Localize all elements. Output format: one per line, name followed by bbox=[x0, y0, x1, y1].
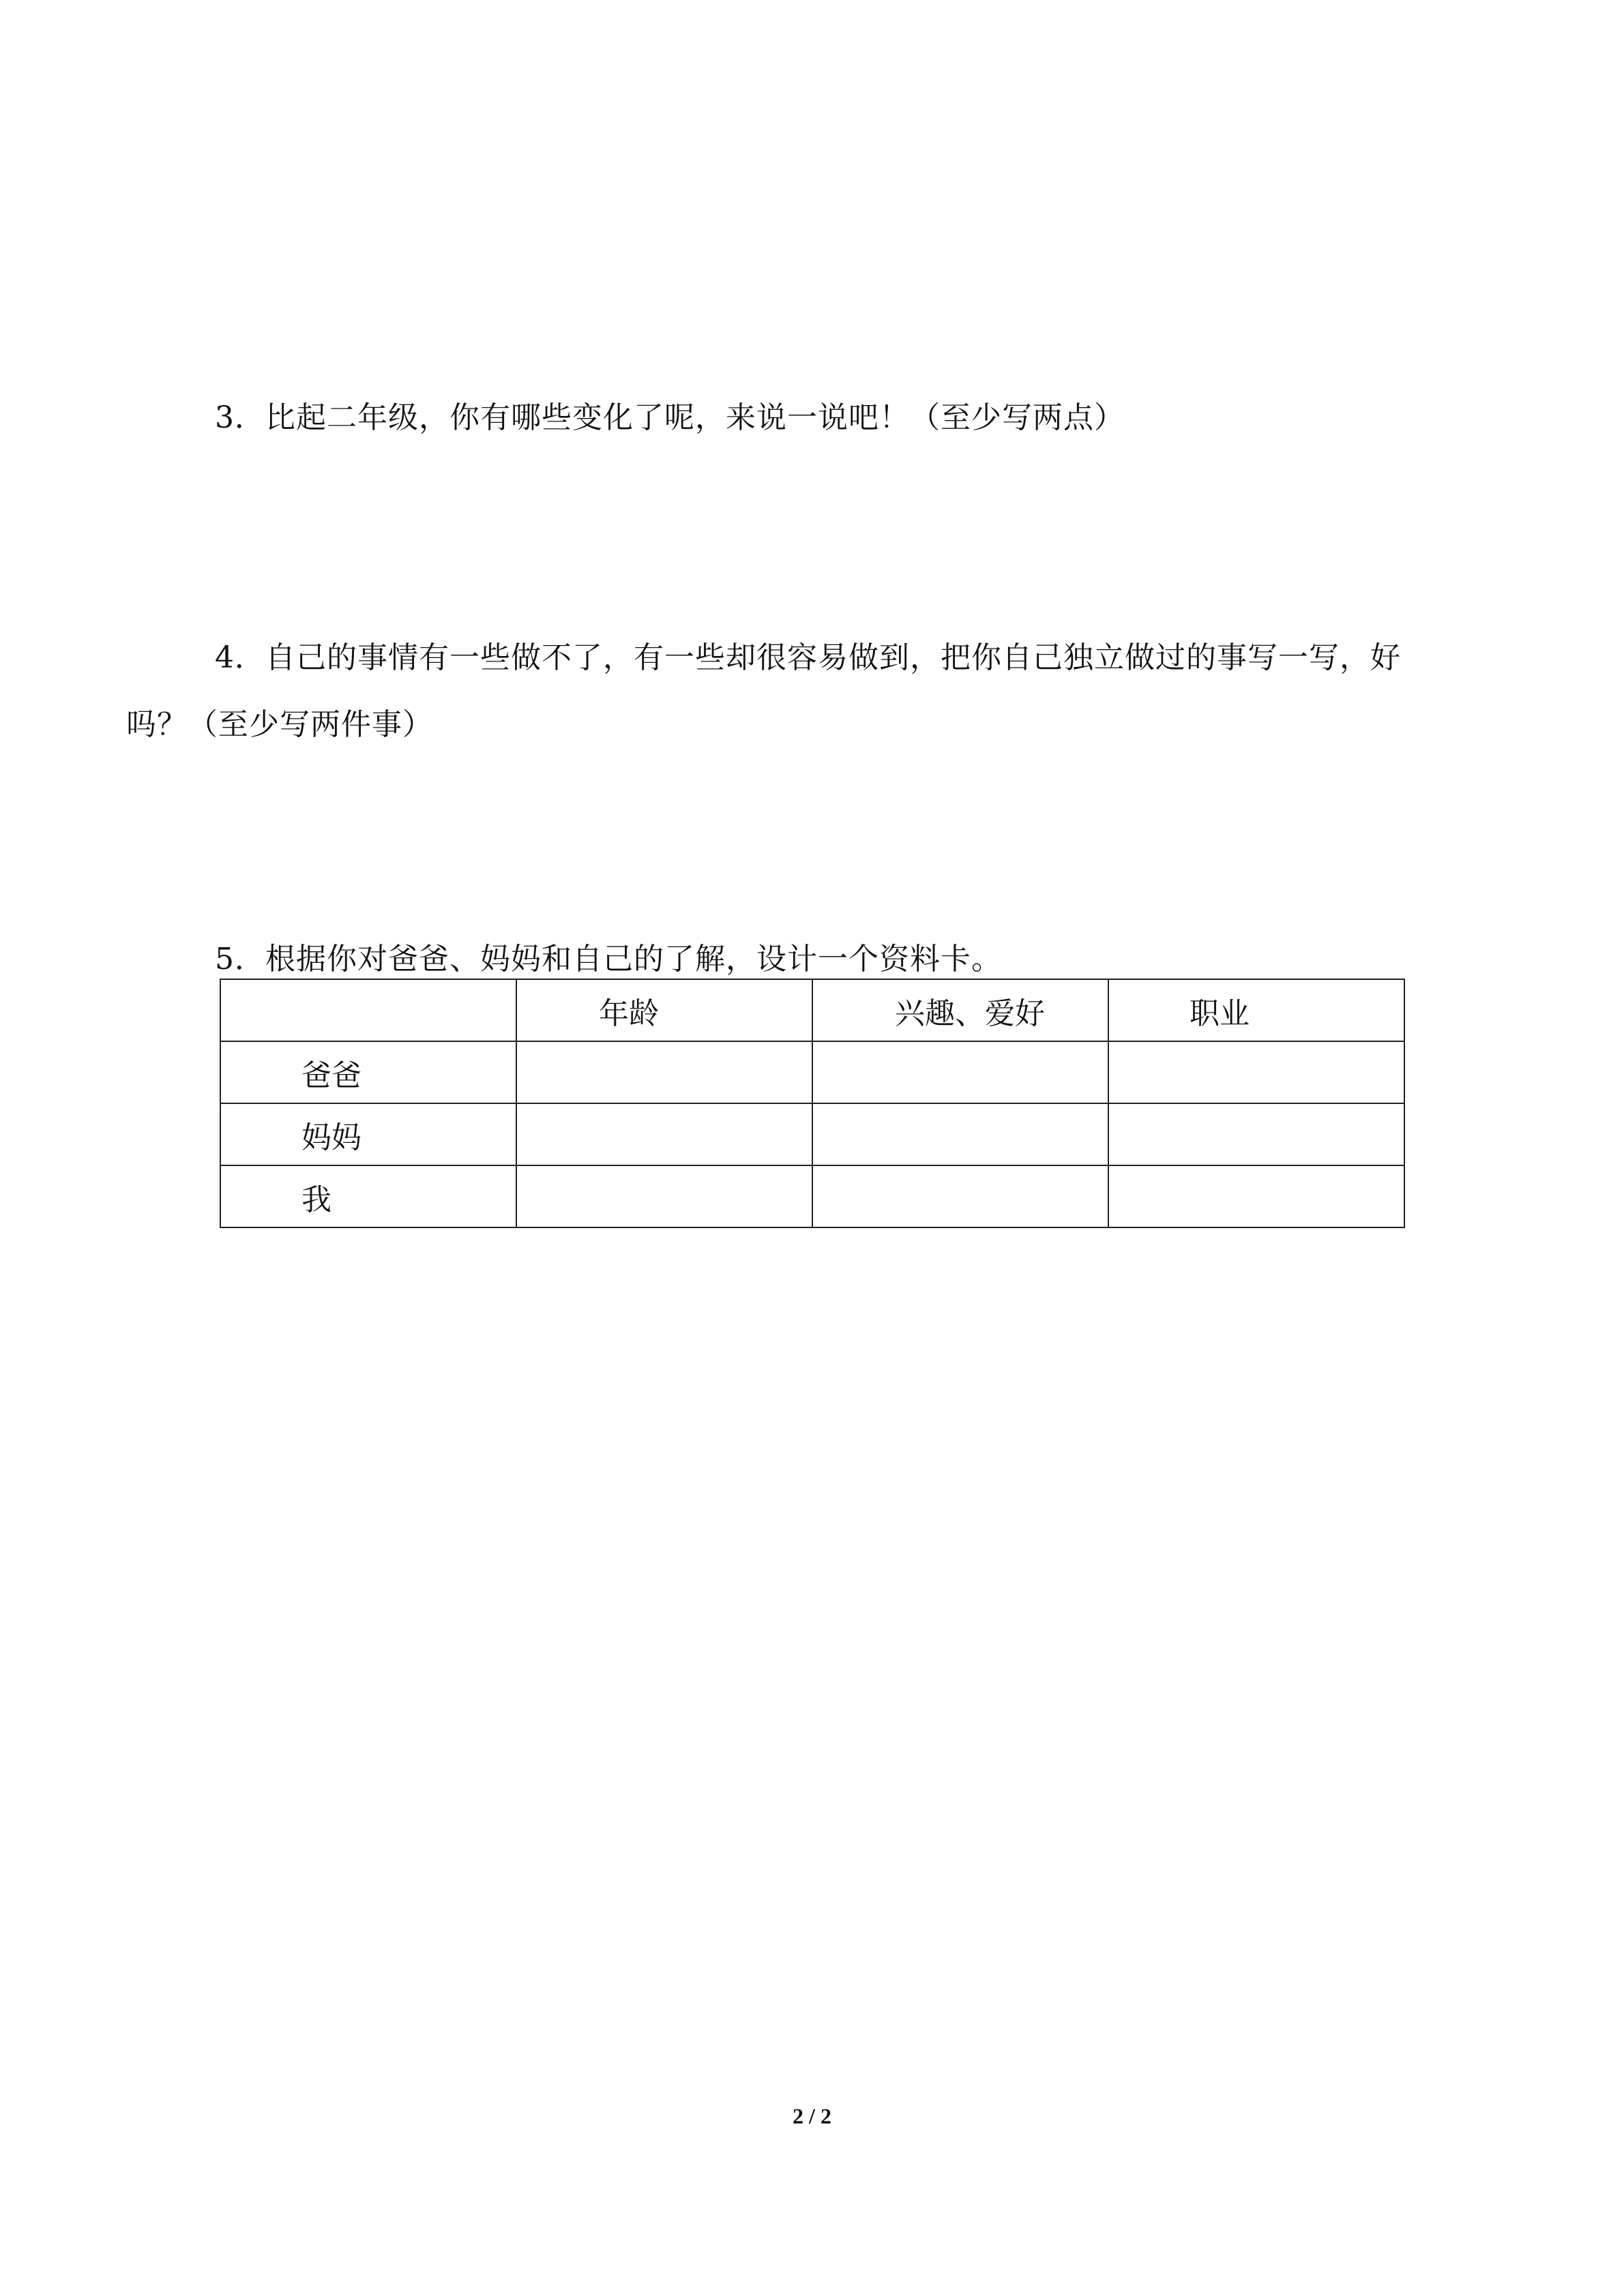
row-label-dad: 爸爸 bbox=[220, 1041, 516, 1103]
table-header-empty bbox=[220, 979, 516, 1041]
table-header-row bbox=[220, 979, 1404, 1041]
cell-dad-hobby[interactable] bbox=[812, 1041, 1108, 1103]
question-5: 5．根据你对爸爸、妈妈和自己的了解，设计一个资料卡。 bbox=[215, 942, 1002, 976]
cell-dad-age[interactable] bbox=[516, 1041, 812, 1103]
table-header-occupation: 职业 bbox=[1108, 979, 1404, 1041]
cell-me-occupation[interactable] bbox=[1108, 1165, 1404, 1227]
cell-mom-age[interactable] bbox=[516, 1103, 812, 1165]
table-header-age: 年龄 bbox=[516, 979, 812, 1041]
question-4-line-1: 4．自己的事情有一些做不了，有一些却很容易做到，把你自己独立做过的事写一写，好 bbox=[215, 640, 1401, 675]
page-number: 2 / 2 bbox=[793, 2104, 831, 2128]
question-4-line-2: 吗？（至少写两件事） bbox=[126, 707, 433, 742]
table-row bbox=[220, 1103, 1404, 1165]
table-row bbox=[220, 1165, 1404, 1227]
cell-dad-occupation[interactable] bbox=[1108, 1041, 1404, 1103]
cell-me-age[interactable] bbox=[516, 1165, 812, 1227]
cell-mom-occupation[interactable] bbox=[1108, 1103, 1404, 1165]
info-card-table bbox=[220, 979, 1405, 1228]
table-row bbox=[220, 1041, 1404, 1103]
table-header-hobby: 兴趣、爱好 bbox=[812, 979, 1108, 1041]
row-label-mom: 妈妈 bbox=[220, 1103, 516, 1165]
row-label-me: 我 bbox=[220, 1165, 516, 1227]
cell-me-hobby[interactable] bbox=[812, 1165, 1108, 1227]
question-3: 3．比起二年级，你有哪些变化了呢，来说一说吧！（至少写两点） bbox=[215, 400, 1125, 435]
cell-mom-hobby[interactable] bbox=[812, 1103, 1108, 1165]
